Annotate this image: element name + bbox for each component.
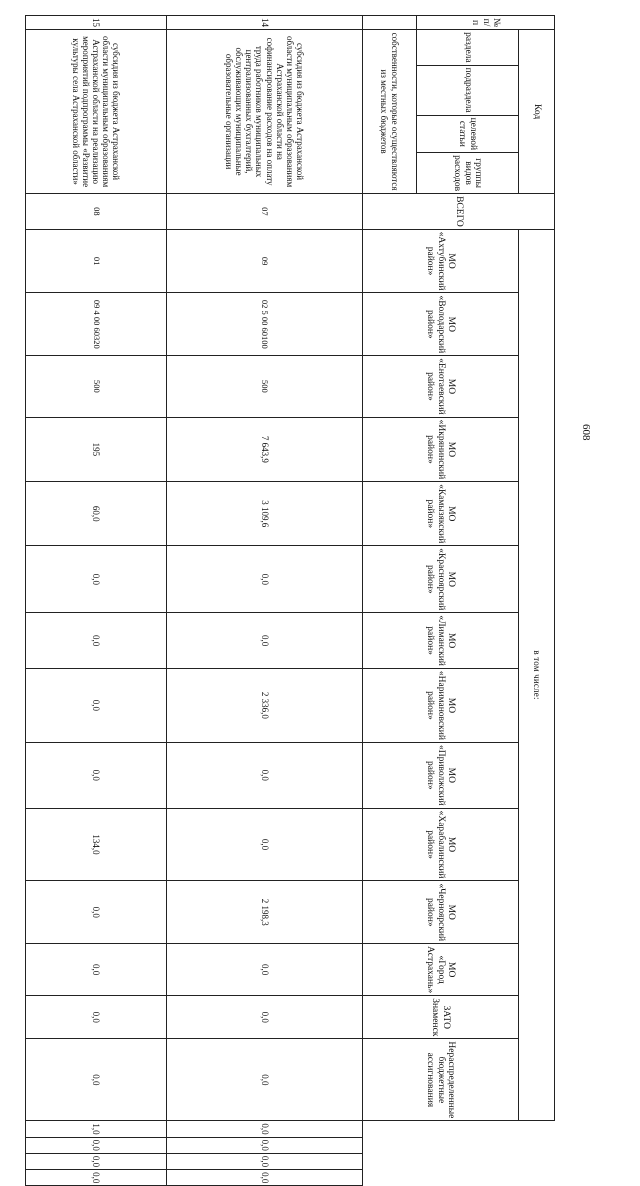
row-14-value-1: 3 109,6 [167, 482, 363, 546]
header-code-podrazdel: подраздела [417, 65, 519, 115]
row-15-gruppa: 500 [26, 356, 167, 417]
header-code-cel-statya: целевой статьи [417, 115, 519, 153]
row-15-value-2: 0,0 [26, 546, 167, 613]
header-district-7: МО «Лиманский район» [363, 613, 519, 669]
table-row-14 [167, 16, 363, 1186]
row-14-value-3: 0,0 [167, 613, 363, 669]
row-15-value-13: 0,0 [26, 1153, 167, 1169]
row-15-value-10: 0,0 [26, 1039, 167, 1121]
row-14-gruppa: 500 [167, 356, 363, 417]
header-row-number: № п/п [417, 16, 555, 30]
header-district-9: МО «Приволжский район» [363, 742, 519, 808]
row-15-text: субсидия из бюджета Астраханской области муниципальным образованиям Астраханской области на реализацию мероприятий подпрограммы «Развитие культуры села Астраханской области» [26, 30, 167, 194]
row-14-value-6: 0,0 [167, 808, 363, 881]
fragment-row-number [363, 16, 417, 30]
row-15-total: 195 [26, 417, 167, 482]
header-district-6: МО «Красноярский район» [363, 546, 519, 613]
row-14-value-13: 0,0 [167, 1153, 363, 1169]
row-14-razdel: 07 [167, 194, 363, 230]
header-including: в том числе: [519, 229, 555, 1121]
header-code-gruppa: группы видов расходов [417, 153, 519, 194]
page-number: 608 [580, 424, 592, 441]
row-15-razdel: 08 [26, 194, 167, 230]
header-unallocated: Нераспределенные бюджетные ассигнования [363, 1039, 519, 1121]
row-15-value-5: 0,0 [26, 742, 167, 808]
header-zato: ЗАТО Знаменск [363, 996, 519, 1039]
header-district-5: МО «Камызякский район» [363, 482, 519, 546]
row-15-value-6: 134,0 [26, 808, 167, 881]
header-code-group: Код [519, 30, 555, 194]
row-15-value-7: 0,0 [26, 881, 167, 944]
row-14-value-5: 0,0 [167, 742, 363, 808]
row-14-cel-statya: 02 5 00 60100 [167, 293, 363, 356]
row-14-value-2: 0,0 [167, 546, 363, 613]
row-15-value-8: 0,0 [26, 944, 167, 996]
row-14-value-14: 0,0 [167, 1170, 363, 1186]
row-14-value-8: 0,0 [167, 944, 363, 996]
row-15-value-11: 1,0 [26, 1121, 167, 1137]
fragment-text: собственности, которые осуществляются из местных бюджетов [363, 30, 417, 194]
header-row-columns [417, 16, 519, 1186]
header-district-3: МО «Енотаевский район» [363, 356, 519, 417]
table-row-15 [26, 16, 167, 1186]
row-14-number: 14 [167, 16, 363, 30]
header-district-2: МО «Володарский район» [363, 293, 519, 356]
row-14-value-4: 2 336,0 [167, 668, 363, 742]
row-15-value-3: 0,0 [26, 613, 167, 669]
subsidy-table [25, 15, 555, 1186]
row-14-value-9: 0,0 [167, 996, 363, 1039]
header-total: ВСЕГО [363, 194, 555, 230]
row-14-value-11: 0,0 [167, 1121, 363, 1137]
header-district-1: МО «Ахтубинский район» [363, 229, 519, 293]
header-district-11: МО «Черноярский район» [363, 881, 519, 944]
row-14-value-12: 0,0 [167, 1137, 363, 1153]
header-district-8: МО «Наримановский район» [363, 668, 519, 742]
header-row-code-group [519, 16, 555, 1186]
row-14-value-10: 0,0 [167, 1039, 363, 1121]
header-code-razdel: раздела [417, 30, 519, 66]
row-14-text: субсидия из бюджета Астраханской области муниципальным образованиям Астраханской области на софинансирование расходов на оплату труда работников муниципальных централизованных бухгалтерий, обслуживающих муниципальные образовательные организации [167, 30, 363, 194]
row-15-value-9: 0,0 [26, 996, 167, 1039]
row-15-podrazdel: 01 [26, 229, 167, 293]
row-15-value-12: 0,0 [26, 1137, 167, 1153]
row-15-value-14: 0,0 [26, 1170, 167, 1186]
row-14-podrazdel: 09 [167, 229, 363, 293]
header-district-10: МО «Харабалинский район» [363, 808, 519, 881]
header-district-12: МО «Город Астрахань» [363, 944, 519, 996]
row-14-total: 7 643,9 [167, 417, 363, 482]
row-15-value-4: 0,0 [26, 668, 167, 742]
row-15-value-1: 60,0 [26, 482, 167, 546]
row-14-value-7: 2 198,3 [167, 881, 363, 944]
row-15-number: 15 [26, 16, 167, 30]
row-15-cel-statya: 09 4 00 60320 [26, 293, 167, 356]
header-district-4: МО «Икрянинский район» [363, 417, 519, 482]
